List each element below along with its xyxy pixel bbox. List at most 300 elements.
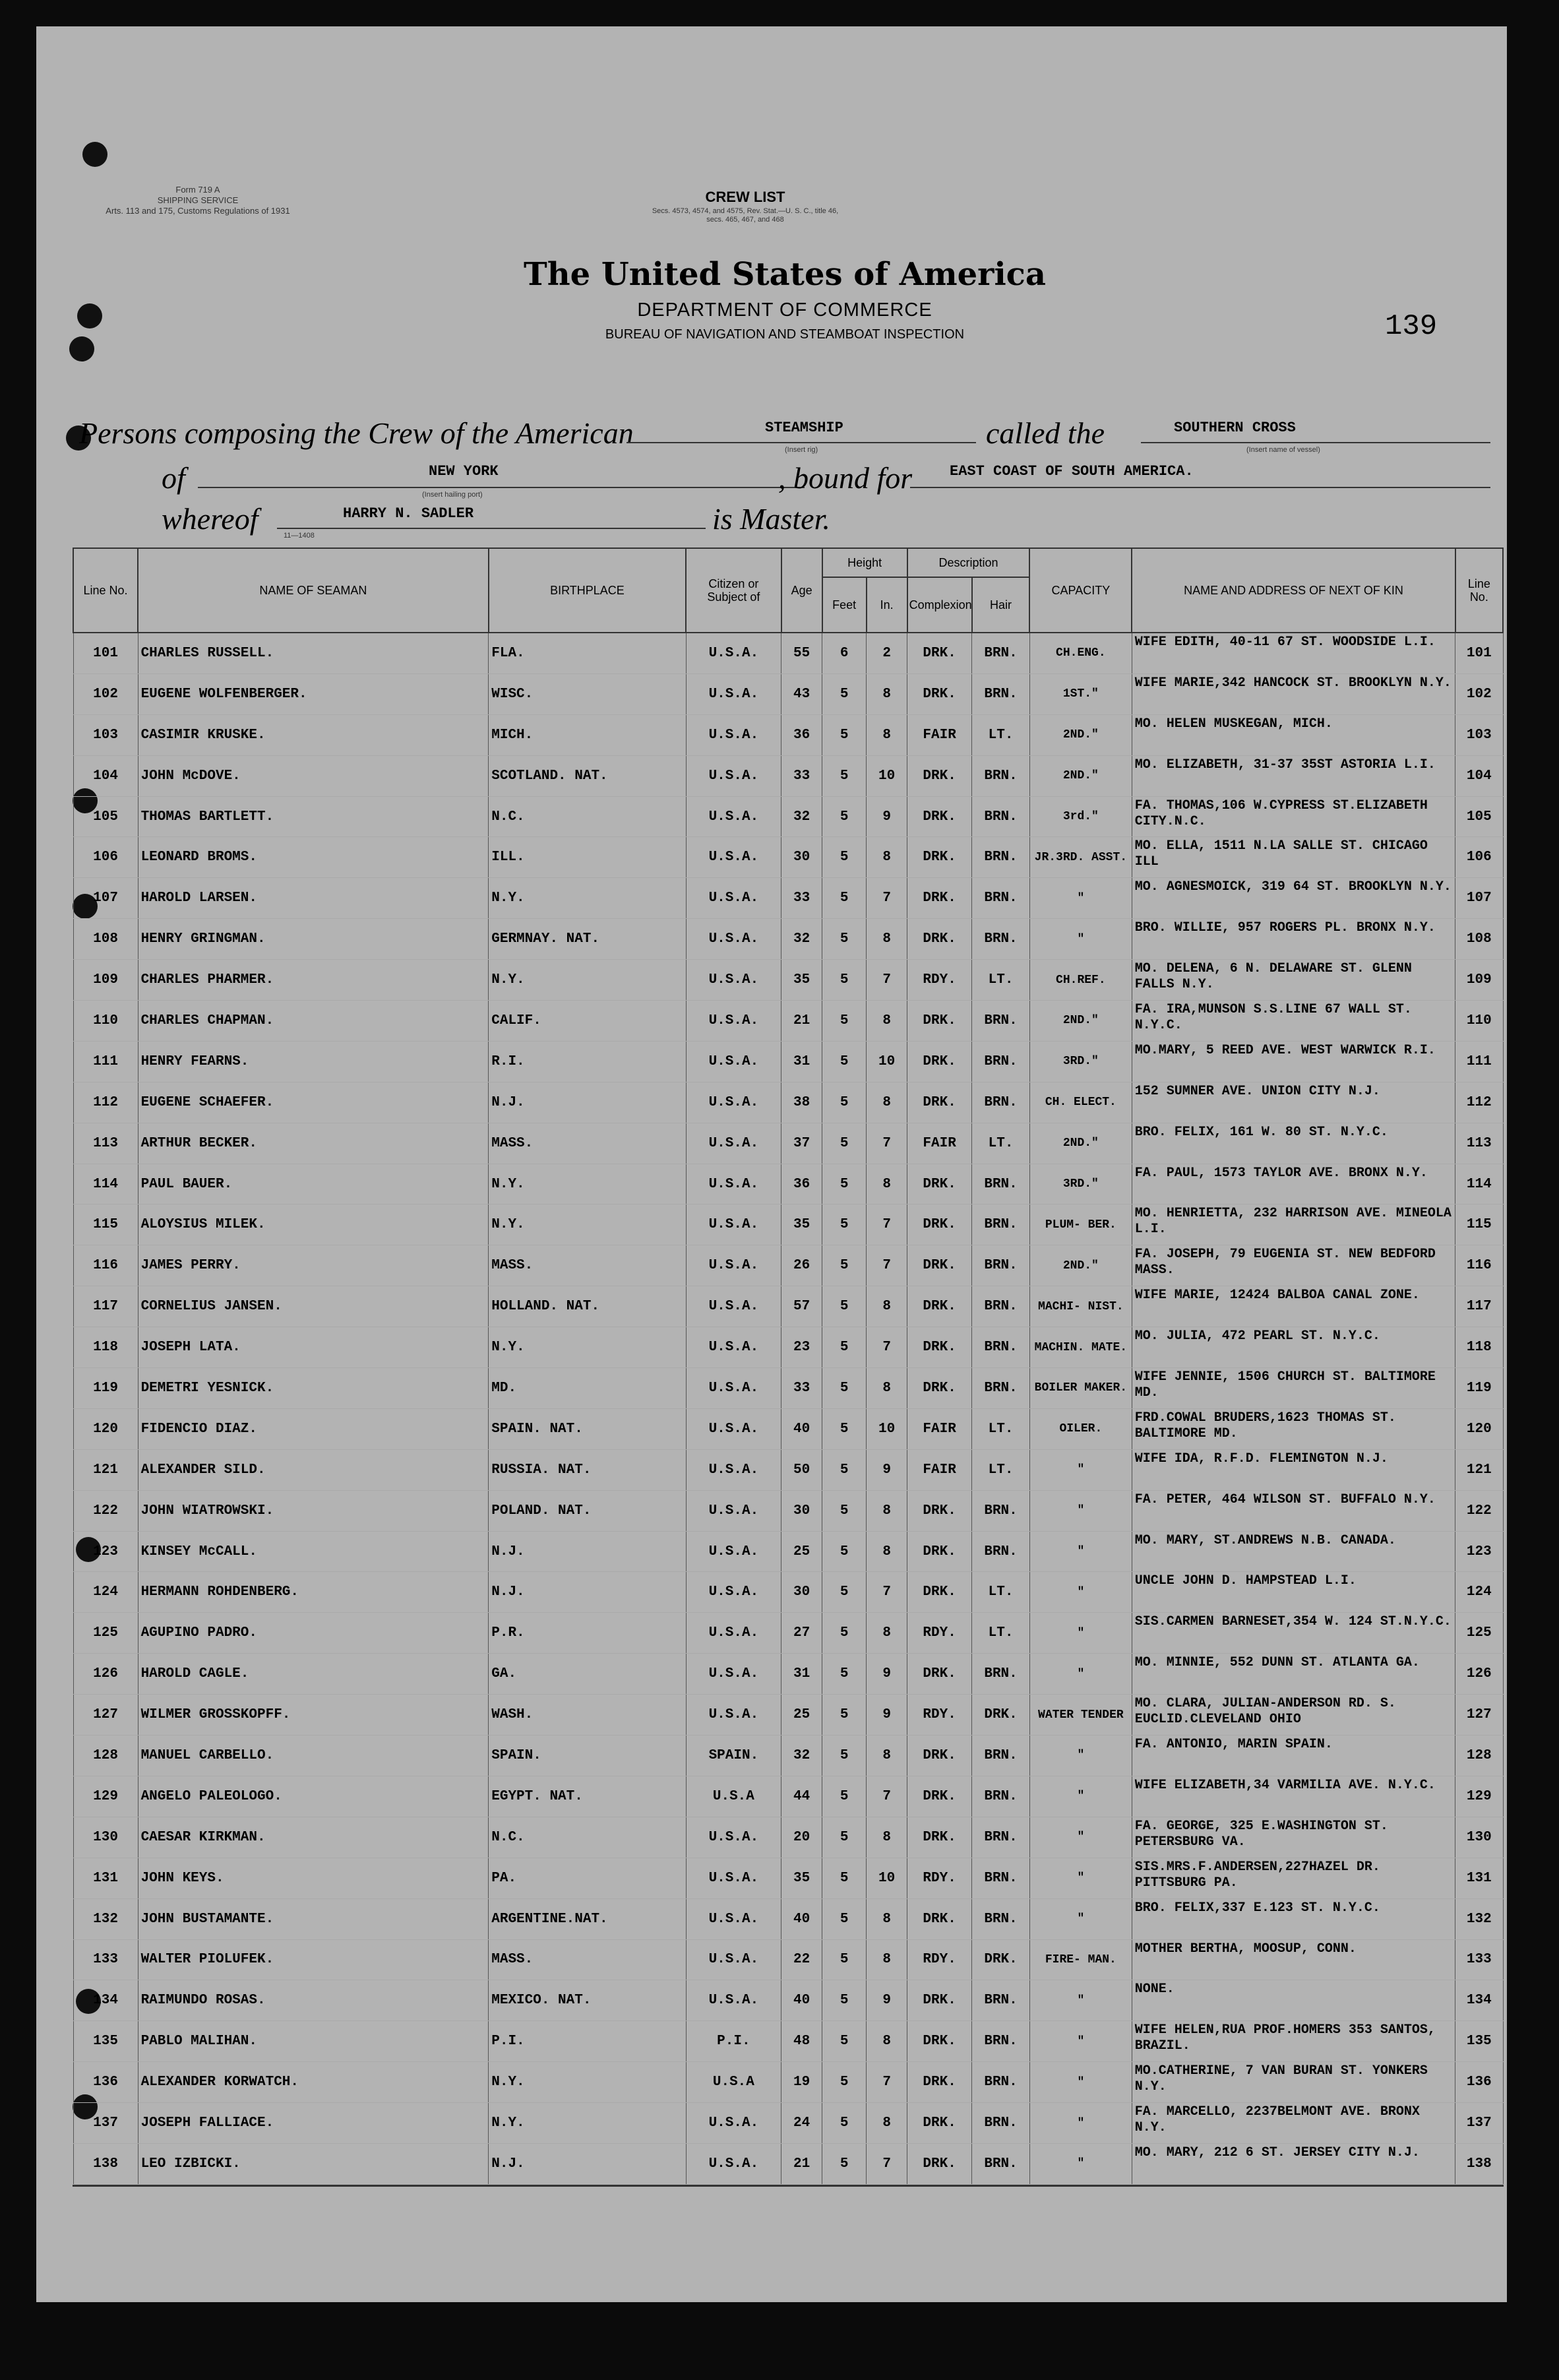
punch-hole — [69, 336, 94, 361]
row-capacity: " — [1029, 2021, 1132, 2062]
row-citizen: U.S.A. — [686, 878, 781, 919]
row-line-no-right: 119 — [1455, 1368, 1503, 1409]
row-feet: 5 — [822, 878, 867, 919]
row-citizen: U.S.A. — [686, 960, 781, 1001]
row-line-no: 109 — [73, 960, 138, 1001]
punch-hole — [77, 303, 102, 329]
row-kin: MO.CATHERINE, 7 VAN BURAN ST. YONKERS N.Y. — [1132, 2062, 1455, 2103]
row-line-no-right: 116 — [1455, 1245, 1503, 1286]
row-name: LEO IZBICKI. — [138, 2143, 489, 2184]
row-inches: 7 — [867, 1245, 907, 1286]
row-kin: MO. HENRIETTA, 232 HARRISON AVE. MINEOLA L.I. — [1132, 1205, 1455, 1245]
row-name: JOHN McDOVE. — [138, 755, 489, 796]
row-birthplace: N.J. — [489, 1531, 686, 1572]
row-name: WALTER PIOLUFEK. — [138, 1939, 489, 1980]
row-complexion: DRK. — [907, 1164, 972, 1205]
row-hair: BRN. — [972, 1490, 1030, 1531]
row-birthplace: ARGENTINE.NAT. — [489, 1898, 686, 1939]
row-line-no: 113 — [73, 1123, 138, 1164]
table-row — [73, 633, 1503, 673]
row-citizen: U.S.A. — [686, 1449, 781, 1490]
row-birthplace: EGYPT. NAT. — [489, 1776, 686, 1817]
rig-value: STEAMSHIP — [765, 420, 843, 436]
row-birthplace: WISC. — [489, 673, 686, 714]
row-line-no: 131 — [73, 1858, 138, 1898]
row-hair: BRN. — [972, 1286, 1030, 1327]
department-heading: DEPARTMENT OF COMMERCE — [637, 299, 932, 321]
table-row — [73, 1776, 1503, 1817]
row-hair: BRN. — [972, 1817, 1030, 1858]
row-age: 32 — [781, 796, 822, 837]
row-hair: BRN. — [972, 2103, 1030, 2144]
table-row — [73, 1490, 1503, 1531]
row-complexion: DRK. — [907, 1001, 972, 1042]
row-age: 23 — [781, 1327, 822, 1368]
row-line-no-right: 126 — [1455, 1654, 1503, 1695]
row-name: HAROLD LARSEN. — [138, 878, 489, 919]
row-line-no-right: 133 — [1455, 1939, 1503, 1980]
row-age: 25 — [781, 1695, 822, 1736]
row-hair: LT. — [972, 960, 1030, 1001]
row-birthplace: N.Y. — [489, 1327, 686, 1368]
col-inches: In. — [867, 577, 907, 633]
row-inches: 8 — [867, 919, 907, 960]
master-line — [277, 528, 706, 529]
row-kin: FRD.COWAL BRUDERS,1623 THOMAS ST. BALTIMORE MD. — [1132, 1408, 1455, 1449]
form-number-line: Form 719 A — [175, 185, 220, 195]
row-capacity: 2ND." — [1029, 1001, 1132, 1042]
table-row — [73, 1572, 1503, 1613]
row-capacity: 2ND." — [1029, 1123, 1132, 1164]
vessel-name-line — [1141, 442, 1490, 443]
row-feet: 5 — [822, 1817, 867, 1858]
row-age: 22 — [781, 1939, 822, 1980]
row-inches: 7 — [867, 878, 907, 919]
table-row — [73, 2062, 1503, 2103]
row-name: CHARLES RUSSELL. — [138, 633, 489, 673]
row-capacity: " — [1029, 2103, 1132, 2144]
row-citizen: U.S.A. — [686, 1368, 781, 1409]
row-hair: LT. — [972, 1408, 1030, 1449]
table-row — [73, 2021, 1503, 2062]
row-capacity: PLUM- BER. — [1029, 1205, 1132, 1245]
row-feet: 5 — [822, 1449, 867, 1490]
row-name: JOHN BUSTAMANTE. — [138, 1898, 489, 1939]
row-capacity: " — [1029, 1490, 1132, 1531]
row-kin: FA. IRA,MUNSON S.S.LINE 67 WALL ST. N.Y.C. — [1132, 1001, 1455, 1042]
row-name: ALEXANDER KORWATCH. — [138, 2062, 489, 2103]
table-row — [73, 878, 1503, 919]
row-age: 36 — [781, 714, 822, 755]
row-line-no: 135 — [73, 2021, 138, 2062]
row-feet: 6 — [822, 633, 867, 673]
row-capacity: 3rd." — [1029, 796, 1132, 837]
row-complexion: DRK. — [907, 2103, 972, 2144]
row-inches: 7 — [867, 960, 907, 1001]
row-line-no: 117 — [73, 1286, 138, 1327]
row-capacity: MACHIN. MATE. — [1029, 1327, 1132, 1368]
row-capacity: " — [1029, 878, 1132, 919]
row-capacity: JR.3RD. ASST. — [1029, 837, 1132, 878]
row-name: DEMETRI YESNICK. — [138, 1368, 489, 1409]
row-birthplace: SPAIN. NAT. — [489, 1408, 686, 1449]
row-line-no: 134 — [73, 1980, 138, 2021]
row-citizen: U.S.A. — [686, 2143, 781, 2184]
row-name: ALOYSIUS MILEK. — [138, 1205, 489, 1245]
row-line-no-right: 128 — [1455, 1736, 1503, 1776]
col-birthplace: BIRTHPLACE — [489, 548, 686, 633]
row-kin: MOTHER BERTHA, MOOSUP, CONN. — [1132, 1939, 1455, 1980]
row-inches: 8 — [867, 1898, 907, 1939]
row-name: JOSEPH FALLIACE. — [138, 2103, 489, 2144]
row-age: 36 — [781, 1164, 822, 1205]
row-capacity: " — [1029, 1572, 1132, 1613]
row-inches: 8 — [867, 2103, 907, 2144]
page-number: 139 — [1385, 310, 1438, 343]
row-capacity: " — [1029, 1858, 1132, 1898]
rig-caption: (Insert rig) — [785, 446, 818, 454]
row-line-no: 125 — [73, 1613, 138, 1654]
master-label: is Master. — [712, 502, 830, 536]
row-feet: 5 — [822, 1858, 867, 1898]
row-kin: UNCLE JOHN D. HAMPSTEAD L.I. — [1132, 1572, 1455, 1613]
row-age: 38 — [781, 1082, 822, 1123]
row-complexion: DRK. — [907, 633, 972, 673]
form-number — [59, 185, 336, 216]
row-name: CHARLES PHARMER. — [138, 960, 489, 1001]
row-age: 35 — [781, 960, 822, 1001]
row-complexion: DRK. — [907, 796, 972, 837]
row-line-no: 122 — [73, 1490, 138, 1531]
row-line-no-right: 135 — [1455, 2021, 1503, 2062]
row-line-no-right: 130 — [1455, 1817, 1503, 1858]
row-line-no: 106 — [73, 837, 138, 878]
row-complexion: DRK. — [907, 1654, 972, 1695]
row-age: 21 — [781, 1001, 822, 1042]
row-name: FIDENCIO DIAZ. — [138, 1408, 489, 1449]
row-age: 44 — [781, 1776, 822, 1817]
row-kin: WIFE EDITH, 40-11 67 ST. WOODSIDE L.I. — [1132, 633, 1455, 673]
bound-label: , bound for — [778, 461, 913, 495]
row-hair: BRN. — [972, 1776, 1030, 1817]
row-complexion: DRK. — [907, 2021, 972, 2062]
row-line-no-right: 134 — [1455, 1980, 1503, 2021]
row-hair: BRN. — [972, 1001, 1030, 1042]
row-hair: BRN. — [972, 2143, 1030, 2184]
row-age: 57 — [781, 1286, 822, 1327]
table-row — [73, 1695, 1503, 1736]
row-inches: 7 — [867, 1572, 907, 1613]
row-capacity: CH.ENG. — [1029, 633, 1132, 673]
row-citizen: U.S.A. — [686, 796, 781, 837]
row-capacity: 1ST." — [1029, 673, 1132, 714]
row-birthplace: P.R. — [489, 1613, 686, 1654]
row-line-no-right: 118 — [1455, 1327, 1503, 1368]
row-inches: 9 — [867, 1449, 907, 1490]
row-kin: MO. DELENA, 6 N. DELAWARE ST. GLENN FALLS N.Y. — [1132, 960, 1455, 1001]
row-hair: BRN. — [972, 2062, 1030, 2103]
crew-list-statutes — [580, 207, 910, 224]
row-feet: 5 — [822, 1082, 867, 1123]
row-hair: BRN. — [972, 1898, 1030, 1939]
row-inches: 10 — [867, 1858, 907, 1898]
row-line-no: 130 — [73, 1817, 138, 1858]
row-hair: LT. — [972, 714, 1030, 755]
row-hair: BRN. — [972, 1082, 1030, 1123]
row-complexion: DRK. — [907, 1817, 972, 1858]
table-row — [73, 1449, 1503, 1490]
table-row — [73, 1205, 1503, 1245]
row-hair: BRN. — [972, 796, 1030, 837]
row-inches: 7 — [867, 2143, 907, 2184]
row-citizen: U.S.A. — [686, 1490, 781, 1531]
row-hair: BRN. — [972, 919, 1030, 960]
row-feet: 5 — [822, 1245, 867, 1286]
row-capacity: MACHI- NIST. — [1029, 1286, 1132, 1327]
hailing-port: NEW YORK — [429, 463, 499, 480]
row-line-no-right: 113 — [1455, 1123, 1503, 1164]
row-name: PABLO MALIHAN. — [138, 2021, 489, 2062]
row-complexion: FAIR — [907, 1123, 972, 1164]
row-birthplace: HOLLAND. NAT. — [489, 1286, 686, 1327]
row-birthplace: N.Y. — [489, 1164, 686, 1205]
row-capacity: 2ND." — [1029, 1245, 1132, 1286]
col-description: Description — [907, 548, 1030, 577]
row-hair: BRN. — [972, 1858, 1030, 1898]
row-birthplace: R.I. — [489, 1041, 686, 1082]
row-line-no-right: 107 — [1455, 878, 1503, 919]
row-feet: 5 — [822, 1898, 867, 1939]
col-feet: Feet — [822, 577, 867, 633]
row-line-no: 101 — [73, 633, 138, 673]
statutes-line-1: Secs. 4573, 4574, and 4575, Rev. Stat.—U. S. C., title 46, — [652, 207, 839, 215]
row-birthplace: MASS. — [489, 1245, 686, 1286]
row-complexion: DRK. — [907, 755, 972, 796]
col-height: Height — [822, 548, 907, 577]
row-capacity: 2ND." — [1029, 755, 1132, 796]
row-citizen: SPAIN. — [686, 1736, 781, 1776]
table-row — [73, 1654, 1503, 1695]
row-hair: BRN. — [972, 1245, 1030, 1286]
row-complexion: DRK. — [907, 1327, 972, 1368]
row-line-no-right: 137 — [1455, 2103, 1503, 2144]
row-kin: MO. MARY, 212 6 ST. JERSEY CITY N.J. — [1132, 2143, 1455, 2184]
row-inches: 8 — [867, 1164, 907, 1205]
row-inches: 9 — [867, 1654, 907, 1695]
row-complexion: DRK. — [907, 1082, 972, 1123]
row-line-no: 118 — [73, 1327, 138, 1368]
table-row — [73, 1164, 1503, 1205]
row-capacity: " — [1029, 1654, 1132, 1695]
row-capacity: " — [1029, 1817, 1132, 1858]
row-complexion: DRK. — [907, 1572, 972, 1613]
row-feet: 5 — [822, 1164, 867, 1205]
whereof-label: whereof — [162, 502, 259, 536]
row-name: CASIMIR KRUSKE. — [138, 714, 489, 755]
table-row — [73, 1123, 1503, 1164]
row-line-no-right: 122 — [1455, 1490, 1503, 1531]
row-citizen: U.S.A. — [686, 1041, 781, 1082]
row-kin: FA. ANTONIO, MARIN SPAIN. — [1132, 1736, 1455, 1776]
row-kin: FA. MARCELLO, 2237BELMONT AVE. BRONX N.Y. — [1132, 2103, 1455, 2144]
row-complexion: DRK. — [907, 919, 972, 960]
row-line-no: 105 — [73, 796, 138, 837]
table-row — [73, 1001, 1503, 1042]
row-line-no: 128 — [73, 1736, 138, 1776]
row-hair: BRN. — [972, 837, 1030, 878]
row-name: THOMAS BARTLETT. — [138, 796, 489, 837]
row-capacity: CH. ELECT. — [1029, 1082, 1132, 1123]
row-capacity: " — [1029, 1531, 1132, 1572]
row-capacity: " — [1029, 1898, 1132, 1939]
row-inches: 2 — [867, 633, 907, 673]
form-service: SHIPPING SERVICE — [157, 195, 239, 205]
destination-line — [910, 487, 1490, 488]
row-citizen: U.S.A. — [686, 1327, 781, 1368]
row-name: JOHN KEYS. — [138, 1858, 489, 1898]
row-citizen: U.S.A. — [686, 1082, 781, 1123]
row-age: 27 — [781, 1613, 822, 1654]
row-line-no-right: 109 — [1455, 960, 1503, 1001]
row-line-no: 138 — [73, 2143, 138, 2184]
row-feet: 5 — [822, 1286, 867, 1327]
row-kin: MO. AGNESMOICK, 319 64 ST. BROOKLYN N.Y. — [1132, 878, 1455, 919]
row-name: ARTHUR BECKER. — [138, 1123, 489, 1164]
row-complexion: DRK. — [907, 673, 972, 714]
master-name: HARRY N. SADLER — [343, 505, 474, 522]
row-citizen: U.S.A. — [686, 1205, 781, 1245]
row-complexion: DRK. — [907, 1286, 972, 1327]
row-feet: 5 — [822, 1695, 867, 1736]
row-line-no-right: 115 — [1455, 1205, 1503, 1245]
row-kin: FA. PAUL, 1573 TAYLOR AVE. BRONX N.Y. — [1132, 1164, 1455, 1205]
row-kin: FA. THOMAS,106 W.CYPRESS ST.ELIZABETH CITY.N.C. — [1132, 796, 1455, 837]
row-birthplace: MD. — [489, 1368, 686, 1409]
row-feet: 5 — [822, 2021, 867, 2062]
row-age: 32 — [781, 919, 822, 960]
table-row — [73, 919, 1503, 960]
row-inches: 7 — [867, 1327, 907, 1368]
row-line-no: 114 — [73, 1164, 138, 1205]
table-row — [73, 1082, 1503, 1123]
row-age: 48 — [781, 2021, 822, 2062]
row-age: 20 — [781, 1817, 822, 1858]
row-capacity: 2ND." — [1029, 714, 1132, 755]
row-kin: SIS.CARMEN BARNESET,354 W. 124 ST.N.Y.C. — [1132, 1613, 1455, 1654]
row-hair: LT. — [972, 1613, 1030, 1654]
row-citizen: U.S.A. — [686, 1123, 781, 1164]
row-birthplace: N.Y. — [489, 1205, 686, 1245]
row-line-no-right: 108 — [1455, 919, 1503, 960]
row-kin: WIFE ELIZABETH,34 VARMILIA AVE. N.Y.C. — [1132, 1776, 1455, 1817]
row-inches: 8 — [867, 1286, 907, 1327]
row-feet: 5 — [822, 1001, 867, 1042]
row-name: CHARLES CHAPMAN. — [138, 1001, 489, 1042]
row-name: HERMANN ROHDENBERG. — [138, 1572, 489, 1613]
row-citizen: U.S.A. — [686, 755, 781, 796]
print-code: 11—1408 — [284, 532, 315, 540]
row-kin: MO. MARY, ST.ANDREWS N.B. CANADA. — [1132, 1531, 1455, 1572]
row-citizen: U.S.A. — [686, 2103, 781, 2144]
port-line — [198, 487, 805, 488]
row-line-no: 104 — [73, 755, 138, 796]
col-hair: Hair — [972, 577, 1030, 633]
row-kin: WIFE HELEN,RUA PROF.HOMERS 353 SANTOS, BRAZIL. — [1132, 2021, 1455, 2062]
row-age: 30 — [781, 837, 822, 878]
table-row — [73, 1327, 1503, 1368]
row-inches: 7 — [867, 1123, 907, 1164]
table-row — [73, 1817, 1503, 1858]
col-capacity: CAPACITY — [1029, 548, 1132, 633]
row-birthplace: MASS. — [489, 1123, 686, 1164]
row-age: 43 — [781, 673, 822, 714]
row-name: HAROLD CAGLE. — [138, 1654, 489, 1695]
row-line-no-right: 129 — [1455, 1776, 1503, 1817]
row-age: 40 — [781, 1898, 822, 1939]
row-kin: FA. PETER, 464 WILSON ST. BUFFALO N.Y. — [1132, 1490, 1455, 1531]
row-kin: MO. ELIZABETH, 31-37 35ST ASTORIA L.I. — [1132, 755, 1455, 796]
row-name: PAUL BAUER. — [138, 1164, 489, 1205]
row-line-no: 129 — [73, 1776, 138, 1817]
persons-label: Persons composing the Crew of the American — [79, 416, 634, 450]
row-complexion: DRK. — [907, 1531, 972, 1572]
row-complexion: DRK. — [907, 1980, 972, 2021]
row-capacity: 3RD." — [1029, 1041, 1132, 1082]
row-inches: 7 — [867, 2062, 907, 2103]
table-row — [73, 1939, 1503, 1980]
row-citizen: U.S.A. — [686, 1654, 781, 1695]
row-hair: BRN. — [972, 1531, 1030, 1572]
row-birthplace: N.C. — [489, 796, 686, 837]
row-name: RAIMUNDO ROSAS. — [138, 1980, 489, 2021]
row-feet: 5 — [822, 1776, 867, 1817]
table-row — [73, 1286, 1503, 1327]
row-hair: BRN. — [972, 633, 1030, 673]
row-complexion: DRK. — [907, 878, 972, 919]
row-age: 37 — [781, 1123, 822, 1164]
row-birthplace: N.Y. — [489, 2103, 686, 2144]
row-hair: BRN. — [972, 673, 1030, 714]
row-line-no: 136 — [73, 2062, 138, 2103]
row-feet: 5 — [822, 1939, 867, 1980]
row-hair: BRN. — [972, 1205, 1030, 1245]
table-row — [73, 1531, 1503, 1572]
row-kin: SIS.MRS.F.ANDERSEN,227HAZEL DR. PITTSBURG PA. — [1132, 1858, 1455, 1898]
col-citizen: Citizen or Subject of — [686, 548, 781, 633]
row-line-no-right: 114 — [1455, 1164, 1503, 1205]
row-kin: WIFE IDA, R.F.D. FLEMINGTON N.J. — [1132, 1449, 1455, 1490]
crew-rows — [73, 633, 1503, 2184]
row-birthplace: MICH. — [489, 714, 686, 755]
row-line-no-right: 123 — [1455, 1531, 1503, 1572]
row-inches: 7 — [867, 1205, 907, 1245]
table-row — [73, 796, 1503, 837]
row-line-no: 107 — [73, 878, 138, 919]
row-name: HENRY GRINGMAN. — [138, 919, 489, 960]
row-kin: MO.MARY, 5 REED AVE. WEST WARWICK R.I. — [1132, 1041, 1455, 1082]
row-citizen: U.S.A. — [686, 673, 781, 714]
row-line-no: 137 — [73, 2103, 138, 2144]
row-birthplace: PA. — [489, 1858, 686, 1898]
row-age: 33 — [781, 1368, 822, 1409]
row-kin: WIFE JENNIE, 1506 CHURCH ST. BALTIMORE MD. — [1132, 1368, 1455, 1409]
row-name: JOSEPH LATA. — [138, 1327, 489, 1368]
row-line-no: 111 — [73, 1041, 138, 1082]
row-feet: 5 — [822, 1736, 867, 1776]
row-line-no: 108 — [73, 919, 138, 960]
row-hair: BRN. — [972, 878, 1030, 919]
row-capacity: " — [1029, 2143, 1132, 2184]
